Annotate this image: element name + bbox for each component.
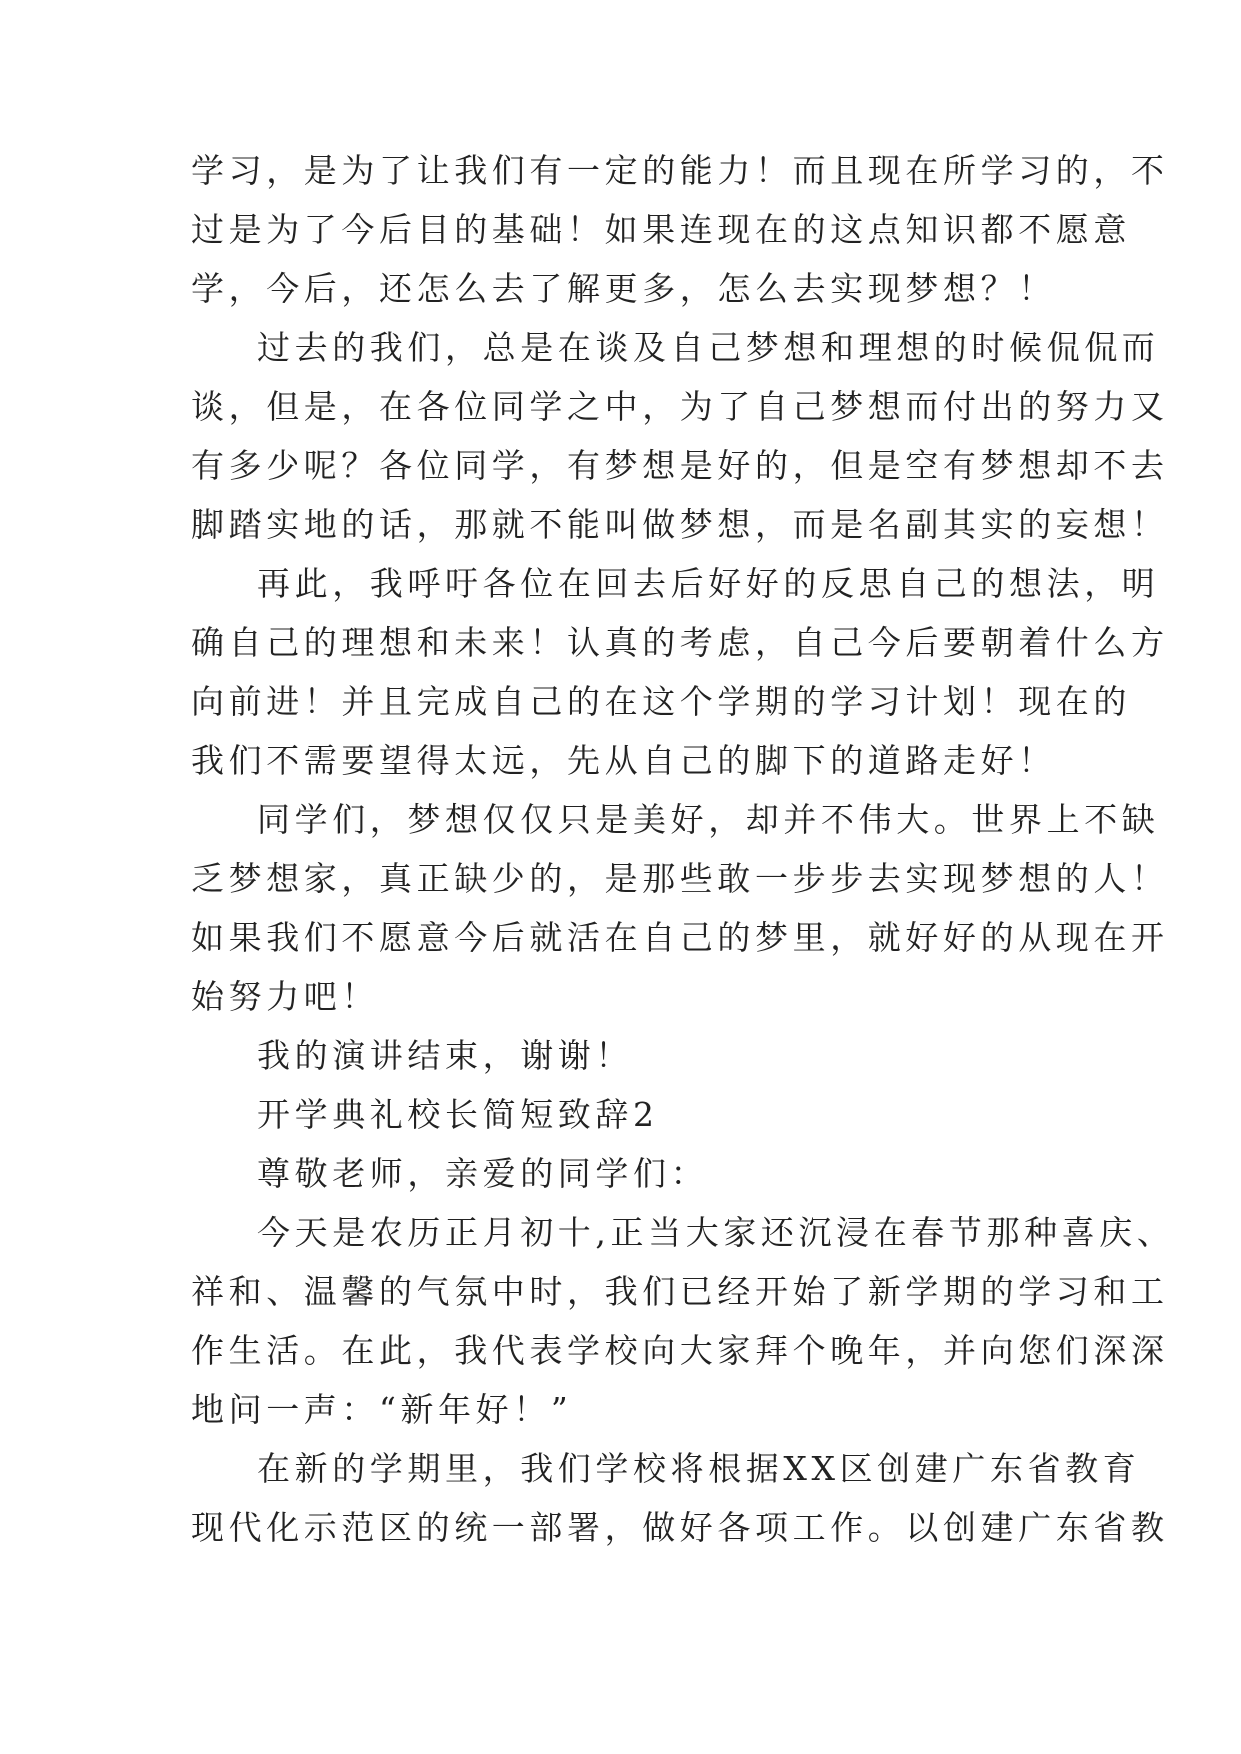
text-line: 我们不需要望得太远，先从自己的脚下的道路走好！ (191, 741, 1056, 780)
paragraph-first-line: 今天是农历正月初十,正当大家还沉浸在春节那种喜庆、 (257, 1213, 1175, 1252)
text-line: 地问一声：“新年好！” (191, 1390, 573, 1429)
paragraph-first-line: 在新的学期里，我们学校将根据XX区创建广东省教育 (257, 1449, 1141, 1488)
text-line: 脚踏实地的话，那就不能叫做梦想，而是名副其实的妄想！ (191, 505, 1169, 544)
closing-line: 我的演讲结束，谢谢！ (257, 1036, 633, 1075)
paragraph-first-line: 再此，我呼吁各位在回去后好好的反思自己的想法，明 (257, 564, 1160, 603)
text-line: 谈，但是，在各位同学之中，为了自己梦想而付出的努力又 (191, 387, 1169, 426)
text-line: 确自己的理想和未来！认真的考虑，自己今后要朝着什么方 (191, 623, 1169, 662)
paragraph-first-line: 过去的我们，总是在谈及自己梦想和理想的时候侃侃而 (257, 328, 1160, 367)
text-line: 乏梦想家，真正缺少的，是那些敢一步步去实现梦想的人！ (191, 859, 1169, 898)
text-line: 作生活。在此，我代表学校向大家拜个晚年，并向您们深深 (191, 1331, 1169, 1370)
text-line: 学，今后，还怎么去了解更多，怎么去实现梦想？！ (191, 269, 1056, 308)
text-line: 向前进！并且完成自己的在这个学期的学习计划！现在的 (191, 682, 1131, 721)
text-line: 有多少呢？各位同学，有梦想是好的，但是空有梦想却不去 (191, 446, 1169, 485)
text-line: 始努力吧！ (191, 977, 379, 1016)
section-title: 开学典礼校长简短致辞2 (257, 1095, 659, 1134)
salutation: 尊敬老师，亲爱的同学们： (257, 1154, 709, 1193)
text-line: 现代化示范区的统一部署，做好各项工作。以创建广东省教 (191, 1508, 1169, 1547)
text-line: 过是为了今后目的基础！如果连现在的这点知识都不愿意 (191, 210, 1131, 249)
text-line: 如果我们不愿意今后就活在自己的梦里，就好好的从现在开 (191, 918, 1169, 957)
paragraph-first-line: 同学们，梦想仅仅只是美好，却并不伟大。世界上不缺 (257, 800, 1160, 839)
text-line: 祥和、温馨的气氛中时，我们已经开始了新学期的学习和工 (191, 1272, 1169, 1311)
text-line: 学习，是为了让我们有一定的能力！而且现在所学习的，不 (191, 151, 1169, 190)
